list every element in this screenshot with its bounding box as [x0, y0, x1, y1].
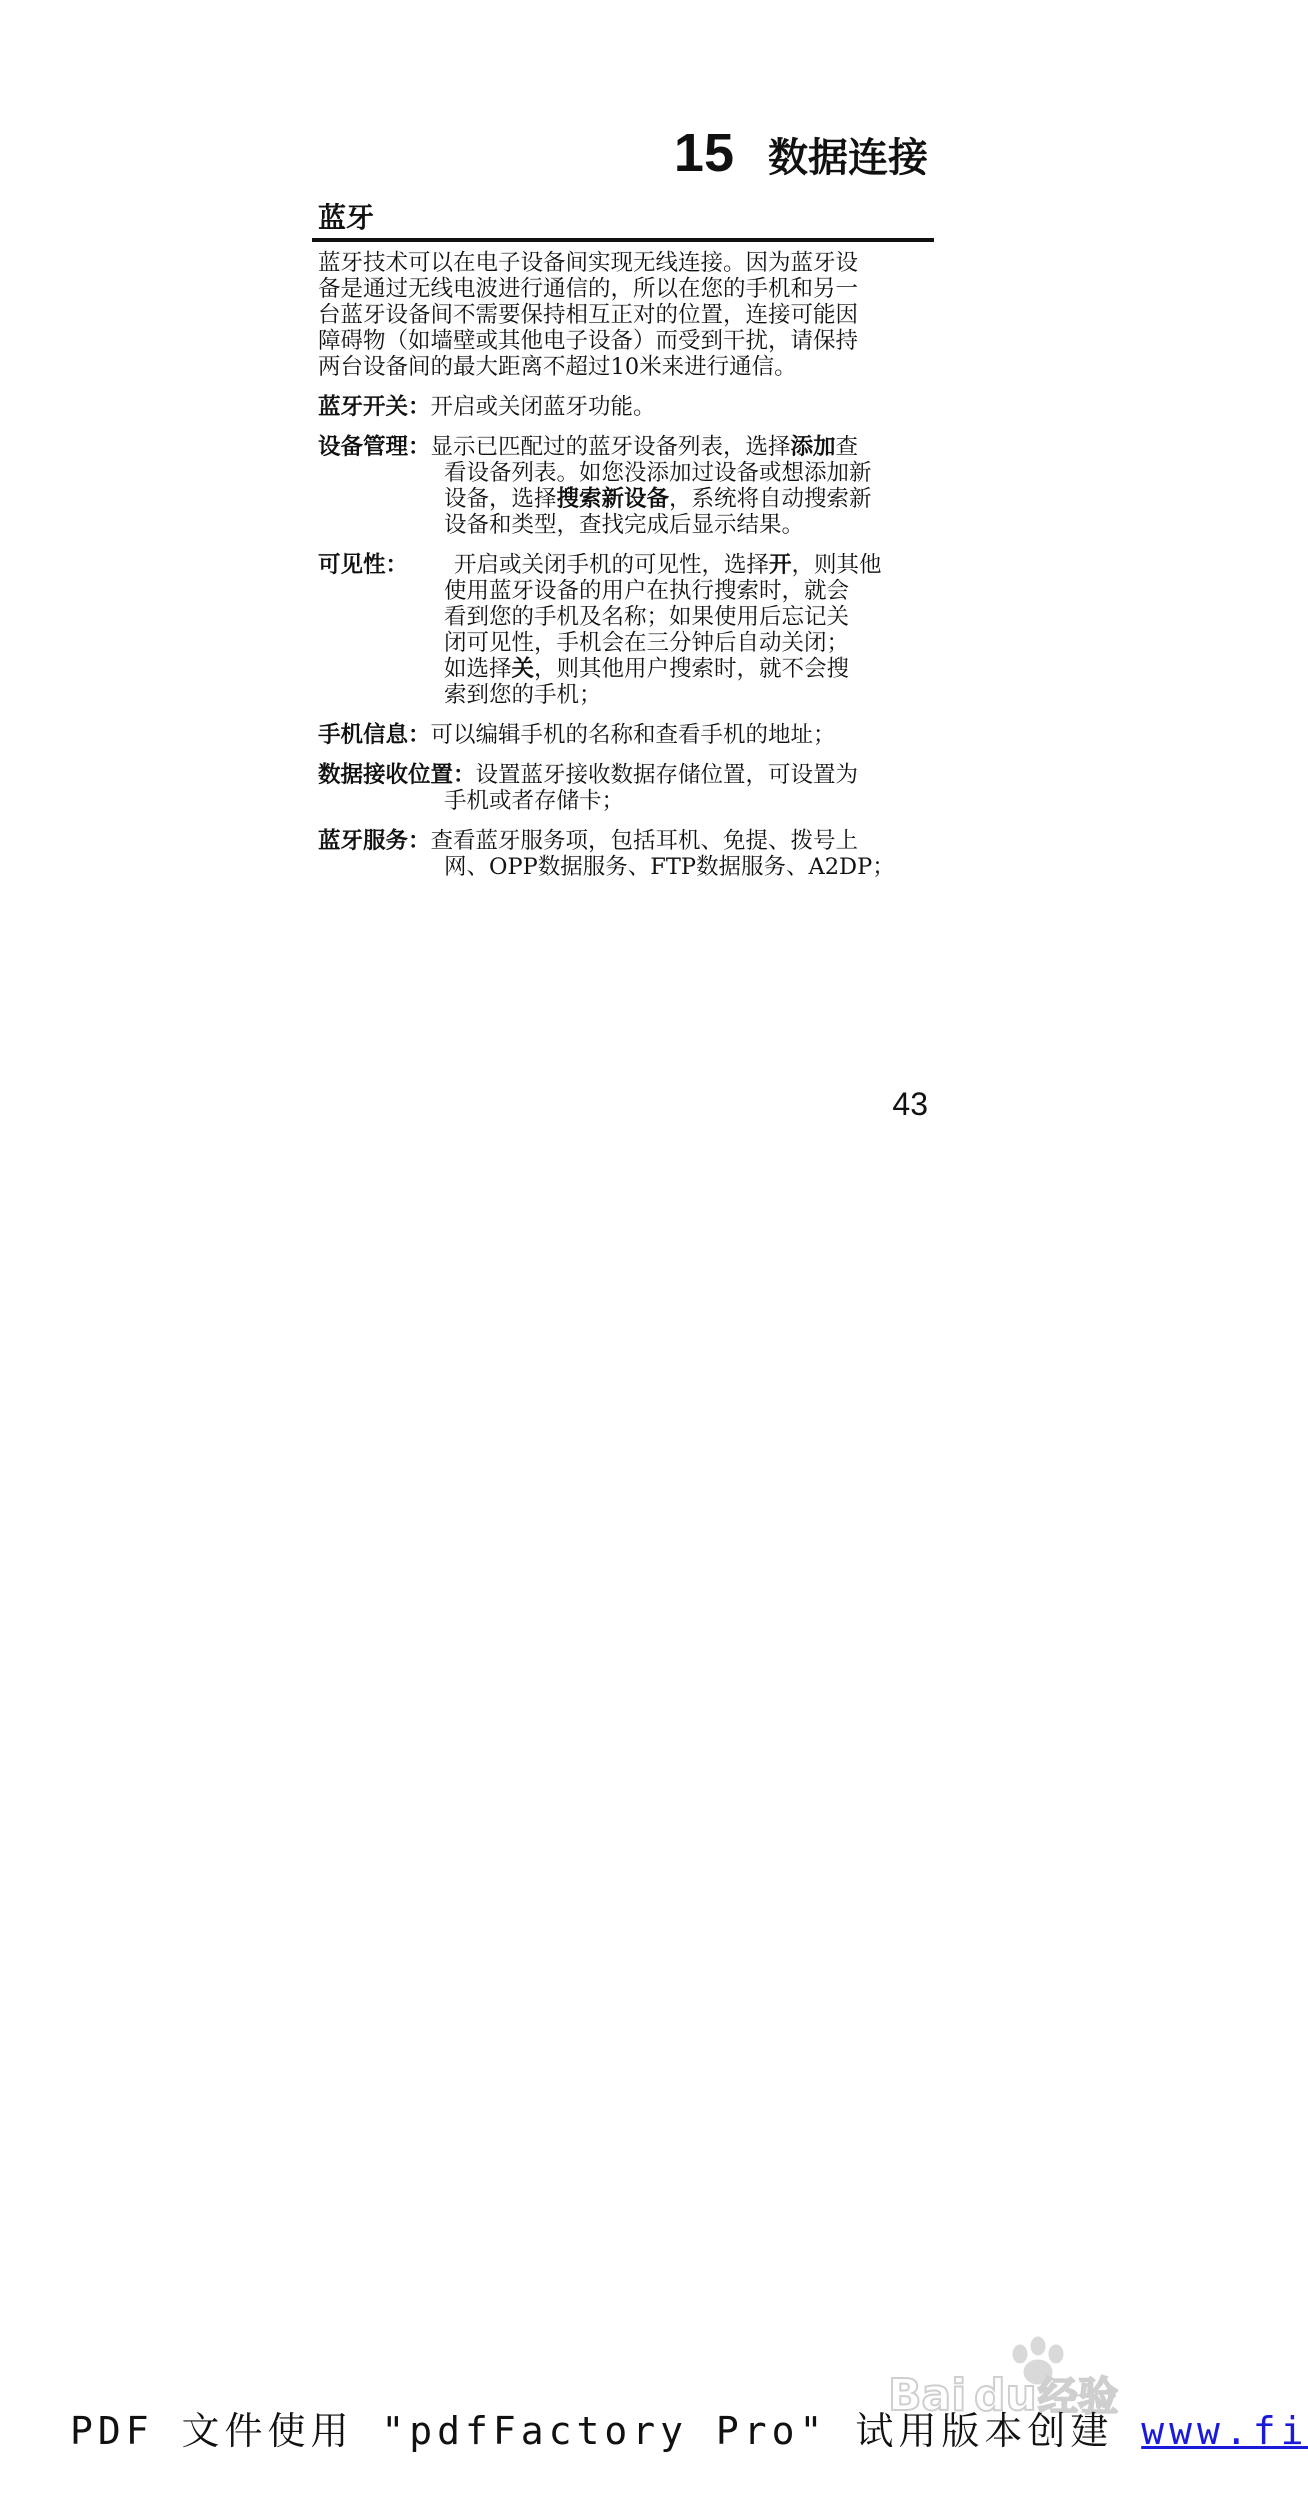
footer-link[interactable]: www.fi [1141, 2409, 1308, 2453]
entry-bluetooth-services [318, 828, 934, 880]
keyword-on: 开 [769, 552, 792, 578]
entry-device-management [318, 434, 934, 538]
svg-text:Bai: Bai [888, 2370, 967, 2421]
entry-text: 手机或者存储卡； [444, 788, 625, 814]
keyword-off: 关 [511, 656, 535, 682]
entry-term: 数据接收位置： [318, 762, 476, 788]
entry-term: 可见性： [318, 552, 409, 578]
page-number: 43 [892, 1086, 928, 1122]
entry-text: 索到您的手机； [444, 682, 602, 708]
section-divider [312, 238, 934, 242]
pdf-footer-notice [70, 2400, 1308, 2455]
intro-line: 障碍物（如墙壁或其他电子设备）而受到干扰，请保持 [318, 328, 859, 354]
entry-text: 看设备列表。如您没添加过设备或想添加新 [444, 460, 872, 486]
entry-bluetooth-switch [318, 394, 934, 420]
keyword-search-new-device: 搜索新设备 [556, 486, 670, 512]
entry-receive-location [318, 762, 934, 814]
svg-text:经验: 经验 [1038, 2374, 1118, 2420]
entry-term: 手机信息： [318, 722, 431, 748]
entry-phone-info [318, 722, 934, 748]
entry-text: 设置蓝牙接收数据存储位置，可设置为 [475, 762, 859, 788]
chapter-heading [674, 122, 928, 184]
chapter-title: 数据连接 [768, 135, 928, 181]
entry-text: 设备和类型，查找完成后显示结果。 [444, 512, 805, 538]
intro-line: 台蓝牙设备间不需要保持相互正对的位置，连接可能因 [318, 302, 859, 328]
entry-text: 网、OPP数据服务、FTP数据服务、A2DP； [444, 854, 895, 880]
intro-paragraph [318, 250, 934, 380]
entry-text: 可以编辑手机的名称和查看手机的地址； [430, 722, 836, 748]
footer-text: PDF 文件使用 "pdfFactory Pro" 试用版本创建 [70, 2409, 1142, 2453]
entry-text: 显示已匹配过的蓝牙设备列表，选择 [430, 434, 791, 460]
entry-text: 看到您的手机及名称；如果使用后忘记关 [444, 604, 850, 630]
entry-term: 设备管理： [318, 434, 431, 460]
entry-text: 开启或关闭蓝牙功能。 [430, 394, 656, 420]
entry-text: ，则其他 [791, 552, 882, 578]
intro-line: 备是通过无线电波进行通信的，所以在您的手机和另一 [318, 276, 859, 302]
section-body [318, 250, 934, 894]
entry-text: ，系统将自动搜索新 [669, 486, 872, 512]
svg-text:du: du [974, 2370, 1037, 2421]
entry-term: 蓝牙服务： [318, 828, 431, 854]
intro-line: 蓝牙技术可以在电子设备间实现无线连接。因为蓝牙设 [318, 250, 859, 276]
entry-text: 查看蓝牙服务项，包括耳机、免提、拨号上 [430, 828, 859, 854]
keyword-add: 添加 [790, 434, 836, 460]
section-title: 蓝牙 [318, 201, 375, 234]
entry-text: 查 [835, 434, 859, 460]
entry-term: 蓝牙开关： [318, 394, 431, 420]
intro-line: 两台设备间的最大距离不超过10米来进行通信。 [318, 354, 797, 380]
entry-visibility [318, 552, 934, 708]
entry-text: 设备，选择 [444, 486, 557, 512]
chapter-number: 15 [673, 123, 734, 183]
entry-text: 使用蓝牙设备的用户在执行搜索时，就会 [444, 578, 850, 604]
entry-text: ，则其他用户搜索时，就不会搜 [534, 656, 850, 682]
entry-text: 闭可见性，手机会在三分钟后自动关闭； [444, 630, 850, 656]
entry-text: 如选择 [444, 656, 512, 682]
entry-text: 开启或关闭手机的可见性，选择 [454, 552, 770, 578]
